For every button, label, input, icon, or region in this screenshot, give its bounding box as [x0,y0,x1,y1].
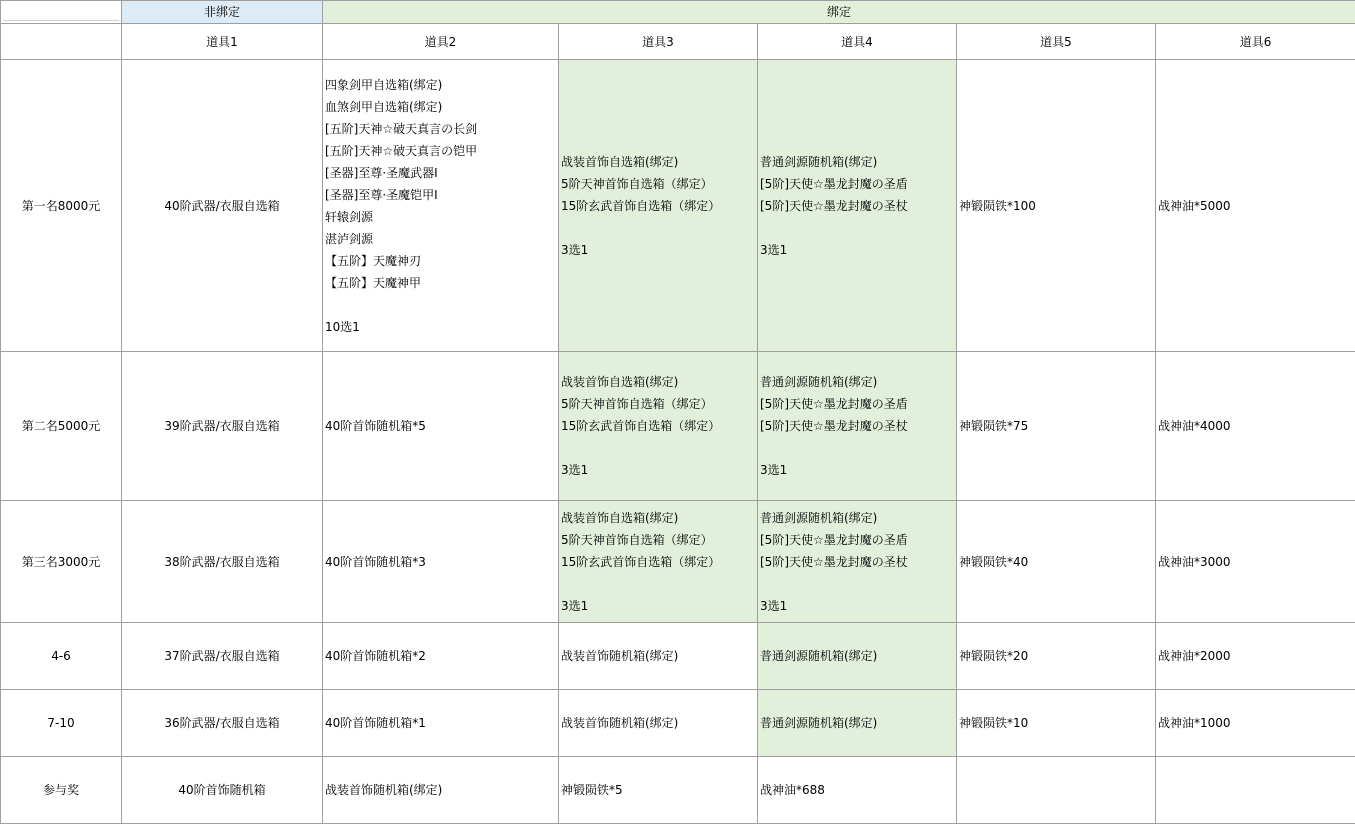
item3-line: 战装首饰随机箱(绑定) [561,712,755,734]
item4-line: 3选1 [760,595,954,617]
item3-cell[interactable] [559,501,758,623]
item3-line: 15阶玄武首饰自选箱（绑定） [561,551,755,573]
item3-line: 3选1 [561,239,755,261]
item4-line [760,437,954,459]
column-header-item6[interactable]: 道具6 [1156,24,1355,60]
item2-line: 【五阶】天魔神刃 [325,250,556,272]
item4-line: 3选1 [760,459,954,481]
item3-line: 战装首饰自选箱(绑定) [561,151,755,173]
table-row [1,60,1355,352]
item2-cell[interactable] [323,757,559,824]
item6-cell[interactable]: 战神油*3000 [1156,501,1355,623]
item4-cell[interactable] [758,757,957,824]
item3-line [561,573,755,595]
column-header-item5[interactable]: 道具5 [957,24,1156,60]
item2-line: [圣器]至尊·圣魔铠甲Ⅰ [325,184,556,206]
item1-cell[interactable]: 36阶武器/衣服自选箱 [122,690,323,757]
item5-cell[interactable]: 神锻陨铁*10 [957,690,1156,757]
table-row [1,352,1355,501]
rank-cell[interactable]: 第三名3000元 [1,501,122,623]
group-header-bound[interactable]: 绑定 [323,1,1355,24]
rank-cell[interactable]: 第二名5000元 [1,352,122,501]
item3-cell[interactable] [559,757,758,824]
item4-line: [5阶]天使☆墨龙封魔の圣盾 [760,173,954,195]
item6-cell[interactable] [1156,757,1355,824]
rank-cell[interactable]: 第一名8000元 [1,60,122,352]
item3-cell[interactable] [559,623,758,690]
item2-line: 40阶首饰随机箱*3 [325,551,556,573]
item4-cell[interactable] [758,690,957,757]
item3-line: 战装首饰自选箱(绑定) [561,371,755,393]
item4-line: [5阶]天使☆墨龙封魔の圣盾 [760,393,954,415]
item5-cell[interactable]: 神锻陨铁*20 [957,623,1156,690]
item2-cell[interactable] [323,690,559,757]
item2-line: 40阶首饰随机箱*5 [325,415,556,437]
item1-cell[interactable]: 38阶武器/衣服自选箱 [122,501,323,623]
item3-line [561,217,755,239]
item2-line: 【五阶】天魔神甲 [325,272,556,294]
item1-cell[interactable]: 40阶首饰随机箱 [122,757,323,824]
item3-line: 15阶玄武首饰自选箱（绑定） [561,415,755,437]
item3-line: 战装首饰自选箱(绑定) [561,507,755,529]
item5-cell[interactable] [957,757,1156,824]
item5-cell[interactable]: 神锻陨铁*75 [957,352,1156,501]
item3-line: 15阶玄武首饰自选箱（绑定） [561,195,755,217]
column-header-item3[interactable]: 道具3 [559,24,758,60]
item3-line: 3选1 [561,459,755,481]
reward-rows [1,60,1355,824]
rank-cell[interactable]: 4-6 [1,623,122,690]
item5-cell[interactable]: 神锻陨铁*100 [957,60,1156,352]
item1-cell[interactable]: 40阶武器/衣服自选箱 [122,60,323,352]
item4-line: 战神油*688 [760,779,954,801]
item4-cell[interactable] [758,623,957,690]
column-header-item1[interactable]: 道具1 [122,24,323,60]
corner-cell[interactable] [1,1,122,24]
item3-line: 神锻陨铁*5 [561,779,755,801]
item3-line: 5阶天神首饰自选箱（绑定） [561,529,755,551]
item2-cell[interactable] [323,623,559,690]
item3-line [561,437,755,459]
rank-cell[interactable]: 参与奖 [1,757,122,824]
item1-cell[interactable]: 39阶武器/衣服自选箱 [122,352,323,501]
item4-cell[interactable] [758,352,957,501]
item6-cell[interactable]: 战神油*2000 [1156,623,1355,690]
item4-line [760,573,954,595]
item3-cell[interactable] [559,60,758,352]
item3-line: 5阶天神首饰自选箱（绑定） [561,173,755,195]
item2-line: 40阶首饰随机箱*2 [325,645,556,667]
item3-line: 战装首饰随机箱(绑定) [561,645,755,667]
item1-cell[interactable]: 37阶武器/衣服自选箱 [122,623,323,690]
item3-cell[interactable] [559,690,758,757]
corner-cell-lower[interactable] [1,24,122,60]
item2-line: 四象剑甲自选箱(绑定) [325,74,556,96]
item4-line: 3选1 [760,239,954,261]
item3-line: 5阶天神首饰自选箱（绑定） [561,393,755,415]
item5-cell[interactable]: 神锻陨铁*40 [957,501,1156,623]
item2-line: [五阶]天神☆破天真言の长剑 [325,118,556,140]
item6-cell[interactable]: 战神油*4000 [1156,352,1355,501]
item2-line [325,294,556,316]
item4-cell[interactable] [758,60,957,352]
item4-cell[interactable] [758,501,957,623]
item6-cell[interactable]: 战神油*1000 [1156,690,1355,757]
group-header-unbound[interactable]: 非绑定 [122,1,323,24]
item4-line: [5阶]天使☆墨龙封魔の圣盾 [760,529,954,551]
item3-line: 3选1 [561,595,755,617]
item2-line: 湛泸剑源 [325,228,556,250]
table-row [1,757,1355,824]
column-header-item2[interactable]: 道具2 [323,24,559,60]
item4-line: 普通剑源随机箱(绑定) [760,712,954,734]
rank-cell[interactable]: 7-10 [1,690,122,757]
item2-line: 血煞剑甲自选箱(绑定) [325,96,556,118]
item4-line: 普通剑源随机箱(绑定) [760,507,954,529]
table-row [1,623,1355,690]
item2-cell[interactable] [323,352,559,501]
item2-cell[interactable] [323,501,559,623]
item6-cell[interactable]: 战神油*5000 [1156,60,1355,352]
item4-line [760,217,954,239]
item2-line: 10选1 [325,316,556,338]
table-row [1,690,1355,757]
column-header-item4[interactable]: 道具4 [758,24,957,60]
item2-line: 轩辕剑源 [325,206,556,228]
item4-line: 普通剑源随机箱(绑定) [760,371,954,393]
item4-line: [5阶]天使☆墨龙封魔の圣杖 [760,551,954,573]
table-row [1,501,1355,623]
item4-line: 普通剑源随机箱(绑定) [760,151,954,173]
item2-line: [圣器]至尊·圣魔武器Ⅰ [325,162,556,184]
item4-line: 普通剑源随机箱(绑定) [760,645,954,667]
item2-cell[interactable] [323,60,559,352]
item4-line: [5阶]天使☆墨龙封魔の圣杖 [760,195,954,217]
item2-line: 战装首饰随机箱(绑定) [325,779,556,801]
item4-line: [5阶]天使☆墨龙封魔の圣杖 [760,415,954,437]
item2-line: [五阶]天神☆破天真言の铠甲 [325,140,556,162]
item2-line: 40阶首饰随机箱*1 [325,712,556,734]
item3-cell[interactable] [559,352,758,501]
